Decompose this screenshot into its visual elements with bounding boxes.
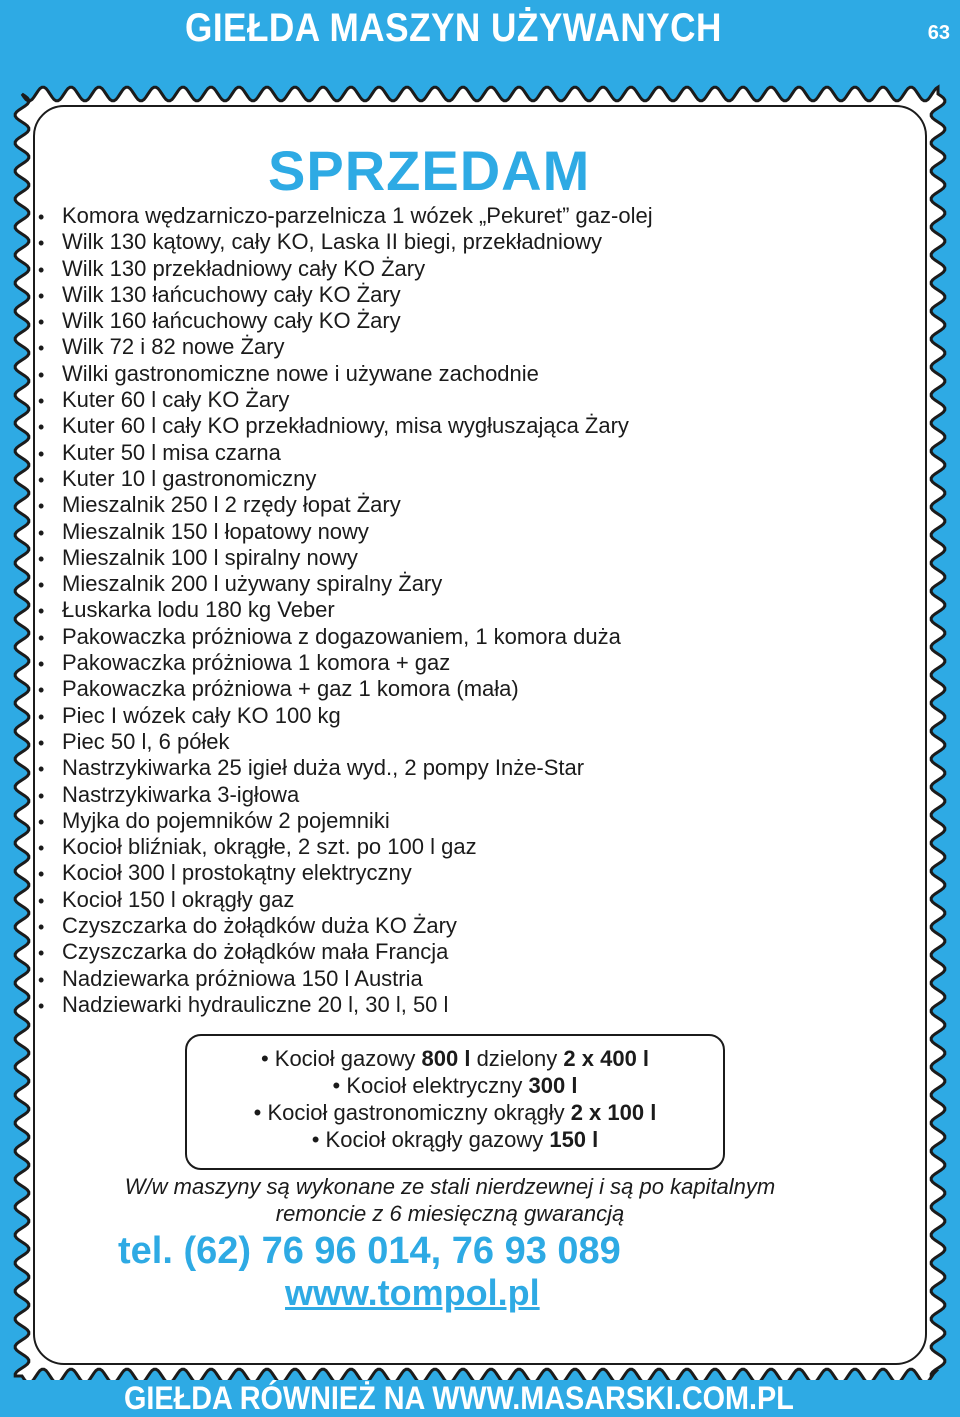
list-item-text: Kocioł bliźniak, okrągłe, 2 szt. po 100 l gaz xyxy=(62,834,477,860)
warranty-note-line-2: remoncie z 6 miesięczną gwarancją xyxy=(275,1201,625,1226)
list-item-text: Mieszalnik 250 l 2 rzędy łopat Żary xyxy=(62,492,401,518)
bullet-icon: • xyxy=(38,917,45,938)
bullet-icon: • xyxy=(38,680,45,701)
bullet-icon: • xyxy=(38,759,45,780)
list-item-text: Czyszczarka do żołądków mała Francja xyxy=(62,939,449,965)
bullet-icon: • xyxy=(38,785,45,806)
list-item-text: Wilki gastronomiczne nowe i używane zachodnie xyxy=(62,360,539,386)
list-item xyxy=(38,256,653,282)
list-item-text: Wilk 130 przekładniowy cały KO Żary xyxy=(62,255,426,281)
list-item-text: Komora wędzarniczo-parzelnicza 1 wózek „Pekuret” gaz-olej xyxy=(62,203,653,228)
list-item xyxy=(38,387,653,413)
list-item xyxy=(38,808,653,834)
list-item xyxy=(38,703,653,729)
list-item xyxy=(38,571,653,597)
bullet-icon: • xyxy=(38,285,45,306)
bullet-icon: • xyxy=(38,654,45,675)
list-item xyxy=(38,334,653,360)
list-item xyxy=(38,492,653,518)
bullet-icon: • xyxy=(38,469,45,490)
footer-text: GIEŁDA RÓWNIEŻ NA WWW.MASARSKI.COM.PL xyxy=(124,1380,794,1416)
bullet-icon: • xyxy=(38,443,45,464)
list-item-text: Mieszalnik 150 l łopatowy nowy xyxy=(62,518,369,544)
bullet-icon: • xyxy=(38,207,45,227)
list-item-text: Myjka do pojemników 2 pojemniki xyxy=(62,807,390,833)
bullet-icon: • xyxy=(38,522,45,543)
boxed-line-part: • Kocioł elektryczny xyxy=(332,1073,529,1098)
bullet-icon: • xyxy=(38,259,45,280)
list-item xyxy=(38,939,653,965)
boxed-line xyxy=(187,1045,723,1072)
list-item-text: Piec 50 l, 6 półek xyxy=(62,728,230,754)
list-item xyxy=(38,466,653,492)
bullet-icon: • xyxy=(38,601,45,622)
boxed-line-part: • Kocioł gastronomiczny okrągły xyxy=(253,1100,571,1125)
boxed-line-part: 150 l xyxy=(549,1127,599,1152)
header-title: GIEŁDA MASZYN UŻYWANYCH xyxy=(185,6,722,50)
bullet-icon: • xyxy=(38,627,45,648)
boxed-line-part: 2 x 400 l xyxy=(563,1046,650,1071)
boxed-line xyxy=(187,1072,723,1099)
list-item-text: Pakowaczka próżniowa 1 komora + gaz xyxy=(62,650,451,676)
list-item-text: Kocioł 150 l okrągły gaz xyxy=(62,886,295,912)
list-item-text: Pakowaczka próżniowa + gaz 1 komora (mała) xyxy=(62,676,519,702)
bullet-icon: • xyxy=(38,548,45,569)
bullet-icon: • xyxy=(38,811,45,832)
bullet-icon: • xyxy=(38,338,45,359)
list-item xyxy=(38,282,653,308)
bullet-icon: • xyxy=(38,364,45,385)
warranty-note-line-1: W/w maszyny są wykonane ze stali nierdzewnej i są po kapitalnym xyxy=(124,1174,776,1199)
list-item-text: Wilk 130 łańcuchowy cały KO Żary xyxy=(62,281,401,307)
page-number: 63 xyxy=(927,22,950,44)
list-item-text: Mieszalnik 200 l używany spiralny Żary xyxy=(62,571,443,597)
bullet-icon: • xyxy=(38,838,45,859)
list-item xyxy=(38,676,653,702)
list-item xyxy=(38,597,653,623)
bullet-icon: • xyxy=(38,732,45,753)
list-item-text: Wilk 72 i 82 nowe Żary xyxy=(62,334,285,360)
list-item-text: Kuter 50 l misa czarna xyxy=(62,439,281,465)
bullet-icon: • xyxy=(38,969,45,990)
list-item xyxy=(38,834,653,860)
list-item xyxy=(38,992,653,1018)
list-item-text: Pakowaczka próżniowa z dogazowaniem, 1 komora duża xyxy=(62,623,621,649)
list-item xyxy=(38,308,653,334)
list-item xyxy=(38,887,653,913)
bullet-icon: • xyxy=(38,864,45,885)
list-item-text: Kocioł 300 l prostokątny elektryczny xyxy=(62,860,412,886)
list-item-text: Nadziewarka próżniowa 150 l Austria xyxy=(62,965,423,991)
list-item xyxy=(38,782,653,808)
bullet-icon: • xyxy=(38,943,45,964)
warranty-note xyxy=(60,1173,840,1227)
bullet-icon: • xyxy=(38,417,45,438)
bullet-icon: • xyxy=(38,391,45,412)
boxed-line-part: dzielony xyxy=(470,1046,564,1071)
list-item-text: Mieszalnik 100 l spiralny nowy xyxy=(62,544,358,570)
bullet-icon: • xyxy=(38,312,45,333)
list-item xyxy=(38,860,653,886)
list-item-text: Łuskarka lodu 180 kg Veber xyxy=(62,597,335,623)
list-item xyxy=(38,519,653,545)
boxed-line xyxy=(187,1126,723,1153)
list-item xyxy=(38,440,653,466)
boxed-line-part: • Kocioł gazowy xyxy=(260,1046,422,1071)
list-item-text: Wilk 130 kątowy, cały KO, Laska II biegi, przekładniowy xyxy=(62,229,603,255)
list-item-text: Kuter 10 l gastronomiczny xyxy=(62,465,317,491)
boiler-offer-box xyxy=(185,1034,725,1170)
boxed-line-part: 800 l xyxy=(421,1046,471,1071)
list-item xyxy=(38,624,653,650)
list-item xyxy=(38,203,653,229)
boxed-line-part: • Kocioł okrągły gazowy xyxy=(311,1127,550,1152)
list-item xyxy=(38,913,653,939)
list-item xyxy=(38,755,653,781)
boxed-line-part: 300 l xyxy=(528,1073,578,1098)
bullet-icon: • xyxy=(38,995,45,1016)
list-item xyxy=(38,966,653,992)
boxed-line xyxy=(187,1099,723,1126)
list-item-text: Nastrzykiwarka 3-igłowa xyxy=(62,781,300,807)
list-item-text: Wilk 160 łańcuchowy cały KO Żary xyxy=(62,308,401,334)
list-item xyxy=(38,650,653,676)
advert-title: SPRZEDAM xyxy=(268,139,591,202)
list-item xyxy=(38,229,653,255)
bullet-icon: • xyxy=(38,706,45,727)
list-item-text: Nadziewarki hydrauliczne 20 l, 30 l, 50 l xyxy=(62,991,449,1017)
machine-list xyxy=(38,203,653,1018)
boxed-line-part: 2 x 100 l xyxy=(570,1100,657,1125)
bullet-icon: • xyxy=(38,496,45,517)
list-item xyxy=(38,413,653,439)
bullet-icon: • xyxy=(38,890,45,911)
bullet-icon: • xyxy=(38,233,45,254)
bullet-icon: • xyxy=(38,575,45,596)
list-item xyxy=(38,729,653,755)
list-item xyxy=(38,361,653,387)
list-item-text: Czyszczarka do żołądków duża KO Żary xyxy=(62,913,457,939)
list-item-text: Kuter 60 l cały KO przekładniowy, misa wygłuszająca Żary xyxy=(62,413,629,439)
phone-numbers: tel. (62) 76 96 014, 76 93 089 xyxy=(118,1230,621,1272)
list-item-text: Kuter 60 l cały KO Żary xyxy=(62,387,290,413)
list-item-text: Nastrzykiwarka 25 igieł duża wyd., 2 pompy Inże-Star xyxy=(62,755,585,781)
list-item-text: Piec I wózek cały KO 100 kg xyxy=(62,702,341,728)
website-link[interactable]: www.tompol.pl xyxy=(285,1272,540,1313)
list-item xyxy=(38,545,653,571)
